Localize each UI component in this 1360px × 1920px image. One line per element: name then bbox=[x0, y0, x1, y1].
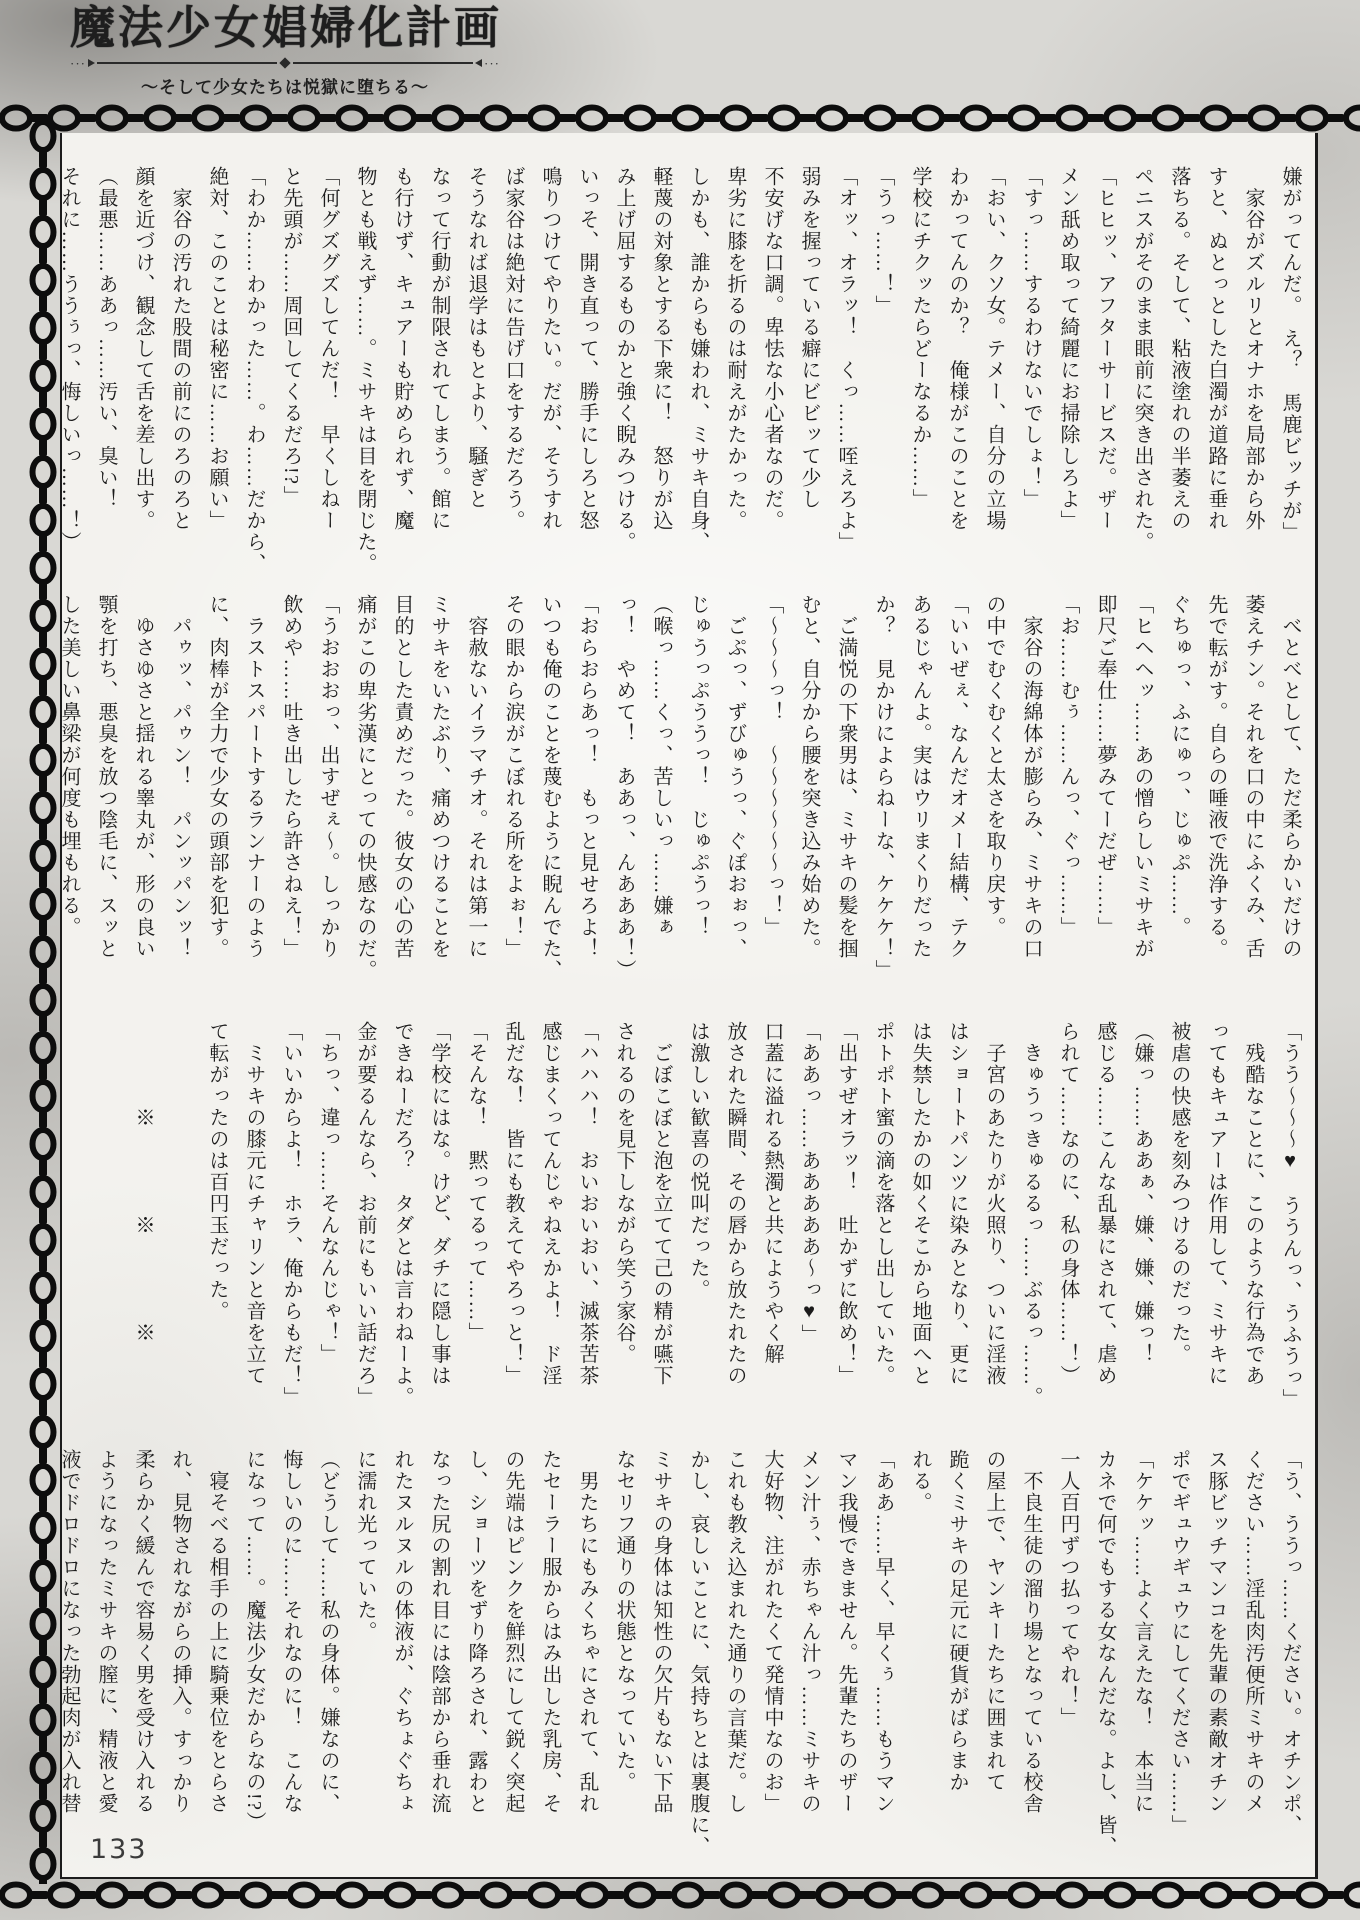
text-column: 「ハハハ！ おいおいおい、滅茶苦茶 bbox=[576, 1021, 598, 1387]
text-column: は失禁したかの如くそこから地面へと bbox=[909, 1021, 931, 1387]
text-column: （嫌っ……ああぁ、嫌、嫌、嫌っ！ bbox=[1131, 1021, 1153, 1365]
text-column: 子宮のあたりが火照り、ついに淫液 bbox=[983, 1021, 1005, 1387]
text-column: ※ ※ ※ bbox=[132, 1021, 154, 1344]
text-column: そうなれば退学はもとより、騒ぎと bbox=[465, 166, 487, 510]
text-column: （最悪……ああっ……汚い、臭い！ bbox=[95, 166, 117, 510]
text-column: は激しい歓喜の悦叫だった。 bbox=[687, 1021, 709, 1301]
text-column: し、ショーツをずり降ろされ、露わと bbox=[465, 1449, 487, 1815]
text-column: 「ああ……早く、早くぅ……もうマン bbox=[872, 1449, 894, 1815]
text-column: れる。 bbox=[909, 1449, 931, 1514]
text-column: 弱みを握っている癖にビビッて少し bbox=[798, 166, 820, 510]
text-column: これも教え込まれた通りの言葉だ。し bbox=[724, 1449, 746, 1815]
text-column: 「ああっ……あああああ〜っ♥」 bbox=[798, 1021, 820, 1346]
text-column: できねーだろ？ タダとは言わねーよ。 bbox=[391, 1021, 413, 1408]
text-column: 「う、ううっ……ください。オチンポ、 bbox=[1279, 1449, 1301, 1836]
text-column: 柔らかく緩んで容易く男を受け入れる bbox=[132, 1449, 154, 1815]
text-column: （喉っ……くっ、苦しいっ……嫌ぁ bbox=[650, 594, 672, 938]
text-column: きゅうっきゅるるっ……ぶるっ……。 bbox=[1020, 1021, 1042, 1408]
text-column: した美しい鼻梁が何度も埋もれる。 bbox=[58, 594, 80, 938]
text-column: カネで何でもする女なんだな。よし、皆、 bbox=[1094, 1449, 1116, 1858]
text-column: られて……なのに、私の身体……！） bbox=[1057, 1021, 1079, 1387]
text-column: も行けず、キュアーも貯められず、魔 bbox=[391, 166, 413, 532]
text-column: 被虐の快感を刻みつけるのだった。 bbox=[1168, 1021, 1190, 1365]
text-column: か？ 見かけによらねーな、ケケケ！」 bbox=[872, 594, 894, 981]
text-column: に濡れ光っていた。 bbox=[354, 1449, 376, 1643]
text-column: 軽蔑の対象とする下衆に！ 怒りが込 bbox=[650, 166, 672, 532]
text-column: 乱だな！ 皆にも教えてやろっと！」 bbox=[502, 1021, 524, 1387]
text-column: いつも俺のことを蔑むように睨んでた、 bbox=[539, 594, 561, 981]
text-column: 「いいからよ！ ホラ、俺からもだ！」 bbox=[280, 1021, 302, 1408]
text-column: 萎えチン。それを口の中にふくみ、舌 bbox=[1242, 594, 1264, 960]
story-text-band-1 bbox=[50, 166, 1308, 575]
text-column: たセーラー服からはみ出した乳房、そ bbox=[539, 1449, 561, 1815]
text-column: ゆさゆさと揺れる睾丸が、形の良い bbox=[132, 594, 154, 960]
text-column: パゥッ、パゥン！ パンッパンッ！ bbox=[169, 594, 191, 960]
text-column: 嫌がってんだ。 え？ 馬鹿ビッチが」 bbox=[1279, 166, 1301, 543]
text-column: 「学校にはな。けど、ダチに隠し事は bbox=[428, 1021, 450, 1387]
text-column: 落ちる。そして、粘液塗れの半萎えの bbox=[1168, 166, 1190, 532]
text-column: 飲めや……吐き出したら許さねえ！」 bbox=[280, 594, 302, 960]
text-column: れ、見物されながらの挿入。すっかり bbox=[169, 1449, 191, 1815]
text-column: 口蓋に溢れる熱濁と共にようやく解 bbox=[761, 1021, 783, 1365]
text-column: れたヌルヌルの体液が、ぐちょぐちょ bbox=[391, 1449, 413, 1815]
text-column: ポでギュウギュウにしてください……」 bbox=[1168, 1449, 1190, 1836]
text-column: ってもキュアーは作用して、ミサキに bbox=[1205, 1021, 1227, 1387]
text-column: 悔しいのに……それなのに！ こんな bbox=[280, 1449, 302, 1815]
text-column: ぐちゅっ、ふにゅっ、じゅぷ……。 bbox=[1168, 594, 1190, 938]
text-column: 目的とした責めだった。彼女の心の苦 bbox=[391, 594, 413, 960]
text-column: 「うう〜〜〜♥ ううんっ、うふうっ」 bbox=[1279, 1021, 1301, 1410]
text-column: 一人百円ずつ払ってやれ！」 bbox=[1057, 1449, 1079, 1729]
text-column: ス豚ビッチマンコを先輩の素敵オチン bbox=[1205, 1449, 1227, 1815]
text-column: 「ちっ、違っ……そんなんじゃ！」 bbox=[317, 1021, 339, 1365]
text-column: 「お……むぅ……んっ、ぐっ……」 bbox=[1057, 594, 1079, 938]
text-column: ミサキの膝元にチャリンと音を立て bbox=[243, 1021, 265, 1387]
text-column: 先で転がす。自らの唾液で洗浄する。 bbox=[1205, 594, 1227, 960]
text-column: 「そんな！ 黙ってるって……」 bbox=[465, 1021, 487, 1344]
story-text-band-2 bbox=[50, 594, 1308, 981]
divider-line-icon bbox=[97, 62, 277, 64]
text-column: 寝そべる相手の上に騎乗位をとらさ bbox=[206, 1449, 228, 1815]
text-column: なった尻の割れ目には陰部から垂れ流 bbox=[428, 1449, 450, 1815]
text-column: かし、哀しいことに、気持ちとは裏腹に、 bbox=[687, 1449, 709, 1858]
text-column: はショートパンツに染みとなり、更に bbox=[946, 1021, 968, 1387]
divider-diamond-icon bbox=[279, 57, 290, 68]
text-column: 「〜〜〜っ！ 〜〜〜〜〜〜っ！」 bbox=[761, 594, 783, 938]
text-column: 学校にチクッたらどーなるか……」 bbox=[909, 166, 931, 510]
text-column: むと、自分から腰を突き込み始めた。 bbox=[798, 594, 820, 960]
text-column: になって……。魔法少女だからなの!?） bbox=[243, 1449, 265, 1834]
text-column: 「ケケッ……よく言えたな！ 本当に bbox=[1131, 1449, 1153, 1815]
text-column: ラストスパートするランナーのよう bbox=[243, 594, 265, 960]
text-column: ミサキの身体は知性の欠片もない下品 bbox=[650, 1449, 672, 1815]
text-column: しかも、誰からも嫌われ、ミサキ自身、 bbox=[687, 166, 709, 553]
text-column: 顔を近づけ、観念して舌を差し出す。 bbox=[132, 166, 154, 532]
text-column: 顎を打ち、悪臭を放つ陰毛に、スッと bbox=[95, 594, 117, 960]
text-column: 「何グズグズしてんだ！ 早くしねー bbox=[317, 166, 339, 532]
text-column: 不良生徒の溜り場となっている校舎 bbox=[1020, 1449, 1042, 1815]
text-column: 家谷の海綿体が膨らみ、ミサキの口 bbox=[1020, 594, 1042, 960]
text-column: 容赦ないイラマチオ。それは第一に bbox=[465, 594, 487, 960]
text-column: と先頭が……周回してくるだろ!?」 bbox=[280, 166, 302, 508]
text-column: あるじゃんよ。実はウリまくりだった bbox=[909, 594, 931, 960]
text-column: 鳴りつけてやりたい。だが、そうすれ bbox=[539, 166, 561, 532]
text-column: 「おらおらあっ！ もっと見せろよ！ bbox=[576, 594, 598, 960]
page-subtitle: 〜そして少女たちは悦獄に堕ちる〜 bbox=[141, 77, 429, 97]
text-column: ご満悦の下衆男は、ミサキの髪を掴 bbox=[835, 594, 857, 960]
text-column: ば家谷は絶対に告げ口をするだろう。 bbox=[502, 166, 524, 532]
text-column: 家谷がズルリとオナホを局部から外 bbox=[1242, 166, 1264, 532]
text-column: 大好物、注がれたくて発情中なのお」 bbox=[761, 1449, 783, 1815]
divider-arrow-left-icon bbox=[88, 59, 95, 67]
text-column: っ！ やめて！ ああっ、んあああ！） bbox=[613, 594, 635, 981]
text-column: 「すっ……するわけないでしょ！」 bbox=[1020, 166, 1042, 510]
divider-arrow-right-icon bbox=[475, 59, 482, 67]
page-title: 魔法少女娼婦化計画 bbox=[70, 3, 503, 53]
text-column: なって行動が制限されてしまう。館に bbox=[428, 166, 450, 532]
text-column: 家谷の汚れた股間の前にのろのろと bbox=[169, 166, 191, 532]
title-block bbox=[70, 3, 503, 98]
text-column: 「ヒヒッ、アフターサービスだ。ザー bbox=[1094, 166, 1116, 532]
text-column: 「ヒヘヘッ……あの憎らしいミサキが bbox=[1131, 594, 1153, 960]
page-number: 133 bbox=[90, 1834, 148, 1865]
text-column: メン汁ぅ、赤ちゃん汁っ……ミサキの bbox=[798, 1449, 820, 1815]
divider-dots-right-icon: ··· bbox=[484, 55, 500, 71]
text-column: （どうして……私の身体。嫌なのに、 bbox=[317, 1449, 339, 1815]
text-column: て転がったのは百円玉だった。 bbox=[206, 1021, 228, 1322]
story-text-band-3 bbox=[124, 1021, 1308, 1410]
text-column: 「うっ……！」 bbox=[872, 166, 894, 317]
text-column: ミサキをいたぶり、痛めつけることを bbox=[428, 594, 450, 960]
text-column: 残酷なことに、このような行為であ bbox=[1242, 1021, 1264, 1387]
chain-border-top-icon bbox=[0, 101, 1360, 135]
text-column: べとべとして、ただ柔らかいだけの bbox=[1279, 594, 1301, 960]
text-column: の先端はピンクを鮮烈にして鋭く突起 bbox=[502, 1449, 524, 1815]
text-column: の中でむくむくと太さを取り戻す。 bbox=[983, 594, 1005, 938]
divider-dots-left-icon: ··· bbox=[70, 55, 86, 71]
text-column: マン我慢できません。先輩たちのザー bbox=[835, 1449, 857, 1815]
text-column: 跪くミサキの足元に硬貨がばらまか bbox=[946, 1449, 968, 1793]
text-column: 金が要るんなら、お前にもいい話だろ」 bbox=[354, 1021, 376, 1408]
text-column: ごぼこぼと泡を立てて己の精が嚥下 bbox=[650, 1021, 672, 1387]
text-column: 「いいぜぇ、なんだオメー結構、テク bbox=[946, 594, 968, 960]
text-column: じゅうっぷううっ！ じゅぷうっ！ bbox=[687, 594, 709, 938]
text-column: 「おい、クソ女。テメー、自分の立場 bbox=[983, 166, 1005, 532]
text-column: ペニスがそのまま眼前に突き出された。 bbox=[1131, 166, 1153, 553]
text-column: メン舐め取って綺麗にお掃除しろよ」 bbox=[1057, 166, 1079, 532]
text-column: 液でドロドロになった勃起肉が入れ替 bbox=[58, 1449, 80, 1815]
text-column: 放された瞬間、その唇から放たれたの bbox=[724, 1021, 746, 1387]
text-column: に、肉棒が全力で少女の頭部を犯す。 bbox=[206, 594, 228, 960]
text-column: 痛がこの卑劣漢にとっての快感なのだ。 bbox=[354, 594, 376, 981]
text-column: ください……淫乱肉汚便所ミサキのメ bbox=[1242, 1449, 1264, 1815]
text-column: ようになったミサキの膣に、精液と愛 bbox=[95, 1449, 117, 1815]
text-column: 不安げな口調。卑怯な小心者なのだ。 bbox=[761, 166, 783, 532]
text-column: されるのを見下しながら笑う家谷。 bbox=[613, 1021, 635, 1365]
divider-line-icon bbox=[293, 62, 473, 64]
text-column: それに……ううぅっ、悔しいっ……！） bbox=[58, 166, 80, 553]
text-column: 感じまくってんじゃねえかよ！ ド淫 bbox=[539, 1021, 561, 1387]
chain-border-bottom-icon bbox=[0, 1878, 1360, 1912]
text-column: その眼から涙がこぼれる所をよぉ！」 bbox=[502, 594, 524, 960]
text-column: 感じる……こんな乱暴にされて、虐め bbox=[1094, 1021, 1116, 1387]
text-column: 「オッ、オラッ！ くっ……咥えろよ」 bbox=[835, 166, 857, 553]
title-divider bbox=[70, 57, 500, 70]
text-column: 物とも戦えず……。ミサキは目を閉じた。 bbox=[354, 166, 376, 575]
text-column: 「出すぜオラッ！ 吐かずに飲め！」 bbox=[835, 1021, 857, 1387]
text-column: 「わか……わかった……。わ……だから、 bbox=[243, 166, 265, 575]
text-column: ごぷっ、ずびゅうっ、ぐぽおぉっ、 bbox=[724, 594, 746, 960]
text-column: なセリフ通りの状態となっていた。 bbox=[613, 1449, 635, 1793]
text-column: わかってんのか？ 俺様がこのことを bbox=[946, 166, 968, 532]
text-column: ポトポト蜜の滴を落とし出していた。 bbox=[872, 1021, 894, 1387]
text-column: 「うおおおっ、出すぜぇ〜。しっかり bbox=[317, 594, 339, 960]
text-column: 男たちにもみくちゃにされて、乱れ bbox=[576, 1449, 598, 1815]
text-column: 即尺ご奉仕……夢みてーだぜ……」 bbox=[1094, 594, 1116, 938]
text-column bbox=[161, 1021, 198, 1403]
text-column: の屋上で、ヤンキーたちに囲まれて bbox=[983, 1449, 1005, 1793]
text-column: 絶対、このことは秘密に……お願い」 bbox=[206, 166, 228, 532]
text-column: すと、ぬとっとした白濁が道路に垂れ bbox=[1205, 166, 1227, 532]
text-column: いっそ、開き直って、勝手にしろと怒 bbox=[576, 166, 598, 532]
text-column: み上げ屈するものかと強く睨みつける。 bbox=[613, 166, 635, 553]
text-column: 卑劣に膝を折るのは耐えがたかった。 bbox=[724, 166, 746, 532]
